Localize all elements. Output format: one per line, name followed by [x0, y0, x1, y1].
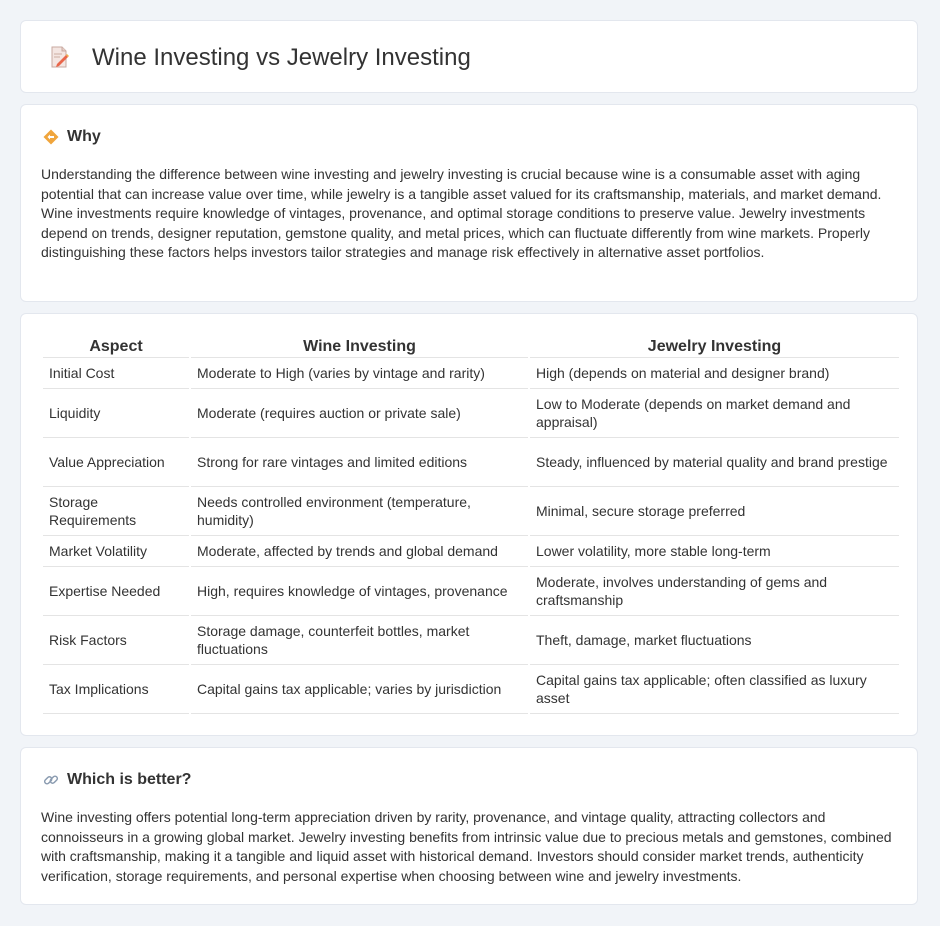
- page-title: Wine Investing vs Jewelry Investing: [92, 44, 471, 71]
- why-text: Understanding the difference between wine investing and jewelry investing is crucial because wine is a consumable asset with aging potential that can increase value over time, while jewelry is a tangible asset valued for its craftsmanship, materials, and market demand. Wine investments require knowledge of vintages, provenance, and optimal storage conditions to preserve value. Jewelry investments depend on trends, designer reputation, gemstone quality, and metal prices, which can fluctuate differently from wine markets. Properly distinguishing these factors helps investors tailor strategies and manage risk effectively in alternative asset portfolios.: [41, 166, 882, 260]
- document-pencil-icon: [47, 45, 71, 69]
- table-cell: Capital gains tax applicable; often classified as luxury asset: [530, 665, 899, 714]
- table-row: [43, 438, 899, 487]
- table-cell: Tax Implications: [43, 665, 189, 714]
- table-cell: Moderate to High (varies by vintage and rarity): [191, 358, 528, 389]
- table-cell: Minimal, secure storage preferred: [530, 487, 899, 536]
- table-cell: Initial Cost: [43, 358, 189, 389]
- table-cell: Storage Requirements: [43, 487, 189, 536]
- table-cell: Moderate, involves understanding of gems and craftsmanship: [530, 567, 899, 616]
- table-cell: Liquidity: [43, 389, 189, 438]
- table-cell: High (depends on material and designer brand): [530, 358, 899, 389]
- table-row: [43, 487, 899, 536]
- column-header: Jewelry Investing: [530, 337, 899, 358]
- table-row: [43, 389, 899, 438]
- table-cell: Risk Factors: [43, 616, 189, 665]
- table-cell: High, requires knowledge of vintages, provenance: [191, 567, 528, 616]
- table-row: [43, 358, 899, 389]
- why-title: Why: [67, 128, 101, 145]
- table-cell: Value Appreciation: [43, 438, 189, 487]
- table-cell: Moderate, affected by trends and global demand: [191, 536, 528, 567]
- table-cell: Lower volatility, more stable long-term: [530, 536, 899, 567]
- why-section: [20, 104, 918, 302]
- header-card: [20, 20, 918, 93]
- table-cell: Theft, damage, market fluctuations: [530, 616, 899, 665]
- better-title: Which is better?: [67, 771, 192, 788]
- table-cell: Market Volatility: [43, 536, 189, 567]
- link-icon: [43, 772, 59, 788]
- table-cell: Capital gains tax applicable; varies by jurisdiction: [191, 665, 528, 714]
- table-cell: Needs controlled environment (temperature, humidity): [191, 487, 528, 536]
- better-text: Wine investing offers potential long-term appreciation driven by rarity, provenance, and vintage quality, attracting collectors and connoisseurs in a growing global market. Jewelry investing benefits from intrinsic value due to precious metals and gemstones, combined with craftsmanship, making it a tangible and liquid asset with historical demand. Investors should consider market trends, authenticity verification, storage requirements, and personal expertise when choosing between wine and jewelry investments.: [41, 809, 892, 884]
- diamond-arrows-icon: [43, 129, 59, 145]
- table-cell: Strong for rare vintages and limited editions: [191, 438, 528, 487]
- table-row: [43, 536, 899, 567]
- table-row: [43, 567, 899, 616]
- table-cell: Steady, influenced by material quality and brand prestige: [530, 438, 899, 487]
- table-cell: Expertise Needed: [43, 567, 189, 616]
- column-header: Wine Investing: [191, 337, 528, 358]
- table-header-row: [43, 337, 899, 358]
- table-row: [43, 616, 899, 665]
- table-cell: Low to Moderate (depends on market demand and appraisal): [530, 389, 899, 438]
- comparison-table: [41, 337, 901, 714]
- comparison-section: [20, 313, 918, 736]
- table-cell: Moderate (requires auction or private sale): [191, 389, 528, 438]
- column-header: Aspect: [43, 337, 189, 358]
- table-row: [43, 665, 899, 714]
- table-cell: Storage damage, counterfeit bottles, market fluctuations: [191, 616, 528, 665]
- which-is-better-section: [20, 747, 918, 905]
